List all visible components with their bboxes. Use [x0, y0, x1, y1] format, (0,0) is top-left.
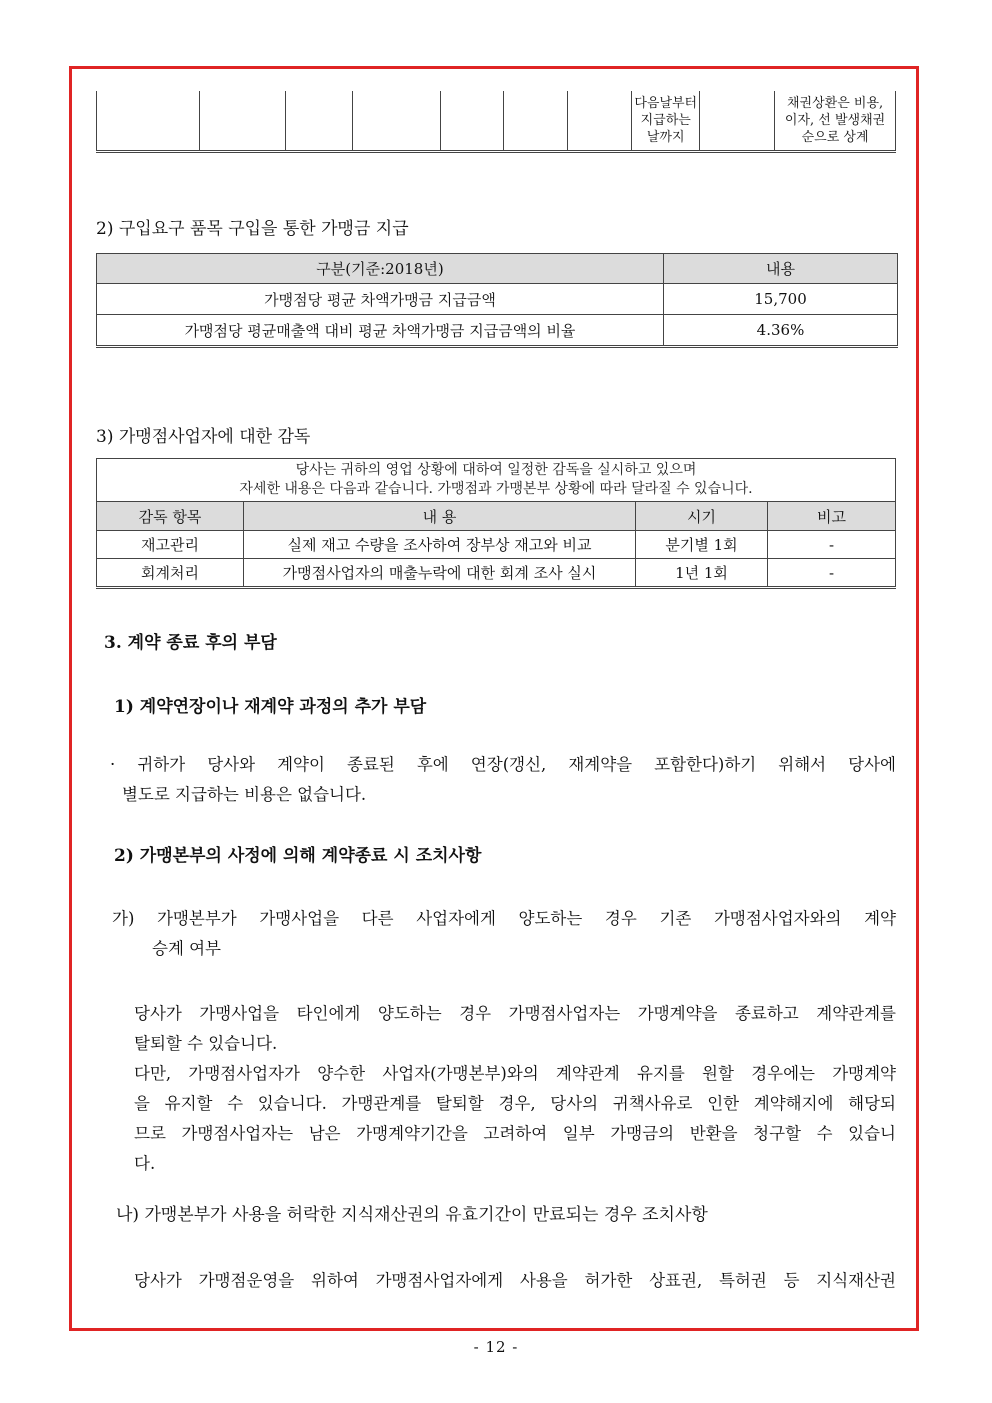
- column-header: 내 용: [244, 502, 636, 531]
- table-row: [97, 284, 898, 315]
- column-header: 감독 항목: [97, 502, 244, 531]
- table-cell: [700, 91, 775, 152]
- carryover-table: [96, 91, 896, 153]
- row-label: 가맹점당 평균매출액 대비 평균 차액가맹금 지급금액의 비율: [97, 315, 664, 347]
- item-ga-paragraph: 당사가 가맹사업을 타인에게 양도하는 경우 가맹점사업자는 가맹계약을 종료하고 계약관계를 탈퇴할 수 있습니다. 다만, 가맹점사업자가 양수한 사업자(가맹본부)와의 계약관계 유지를 원할 경우에는 가맹계약 을 유지할 수 있습니다. 가맹관계를 탈퇴할 경우, 당사의 귀책사유로 인한 계약해지에 해당되 므로 가맹점사업자는 남은 가맹계약기간을 고려하여 일부 가맹금의 반환을 청구할 수 있습니 다.: [134, 1004, 896, 1173]
- column-header: 시기: [636, 502, 768, 531]
- table-cell-terms: 다음날부터 지급하는 날까지: [632, 91, 700, 152]
- table-cell: [97, 91, 200, 152]
- column-header: 내용: [664, 254, 898, 284]
- chapter-title: 3. 계약 종료 후의 부담: [104, 633, 277, 653]
- bullet-paragraph: · 귀하가 당사와 계약이 종료된 후에 연장(갱신, 재계약을 포함한다)하기 위해서 당사에 별도로 지급하는 비용은 없습니다.: [110, 755, 896, 804]
- column-header: 비고: [768, 502, 896, 531]
- item-na-heading: 나) 가맹본부가 사용을 허락한 지식재산권의 유효기간이 만료되는 경우 조치사항: [116, 1205, 708, 1225]
- table-row: 회계처리 가맹점사업자의 매출누락에 대한 회계 조사 실시 1년 1회 -: [97, 559, 896, 588]
- table-cell: [503, 91, 568, 152]
- supervision-table: [96, 458, 896, 589]
- row-label: 가맹점당 평균 차액가맹금 지급금액: [97, 284, 664, 315]
- franchise-fee-table: [96, 253, 898, 348]
- section-heading: 3) 가맹점사업자에 대한 감독: [96, 427, 311, 447]
- subsection-heading: 1) 계약연장이나 재계약 과정의 추가 부담: [114, 697, 427, 717]
- section-heading: 2) 구입요구 품목 구입을 통한 가맹금 지급: [96, 219, 409, 239]
- item-na-paragraph: 당사가 가맹점운영을 위하여 가맹점사업자에게 사용을 허가한 상표권, 특허권 등 지식재산권: [134, 1271, 896, 1290]
- subsection-heading: 2) 가맹본부의 사정에 의해 계약종료 시 조치사항: [114, 846, 482, 866]
- page-number: - 12 -: [473, 1338, 519, 1356]
- table-cell-offset: 채권상환은 비용, 이자, 선 발생채권 순으로 상계: [775, 91, 896, 152]
- table-cell: [200, 91, 286, 152]
- table-row: 재고관리 실제 재고 수량을 조사하여 장부상 재고와 비교 분기별 1회 -: [97, 531, 896, 559]
- item-ga: 가) 가맹본부가 가맹사업을 다른 사업자에게 양도하는 경우 기존 가맹점사업자와의 계약 승계 여부: [112, 909, 896, 958]
- table-cell: [441, 91, 503, 152]
- table-cell: [568, 91, 632, 152]
- table-cell: [353, 91, 441, 152]
- column-header: 구분(기준:2018년): [97, 254, 664, 284]
- table-intro: 당사는 귀하의 영업 상황에 대하여 일정한 감독을 실시하고 있으며 자세한 내용은 다음과 같습니다. 가맹점과 가맹본부 상황에 따라 달라질 수 있습니다.: [97, 459, 896, 502]
- row-value: 4.36%: [664, 315, 898, 347]
- table-row: [97, 315, 898, 347]
- table-cell: [286, 91, 353, 152]
- row-value: 15,700: [664, 284, 898, 315]
